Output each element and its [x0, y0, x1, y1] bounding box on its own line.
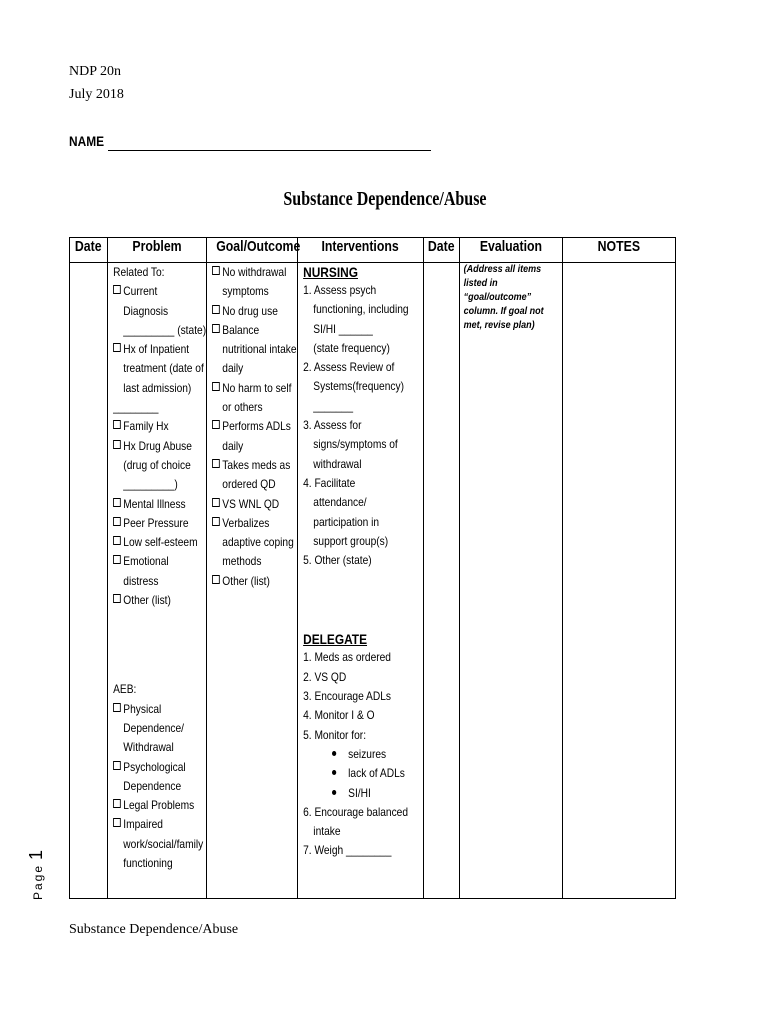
delegate-line: 4. Monitor I & O	[303, 708, 375, 723]
problem-line: Dependence/	[123, 720, 184, 735]
name-field-line[interactable]	[108, 150, 431, 151]
problem-line: work/social/family	[123, 836, 204, 851]
col-header-interventions: Interventions	[298, 238, 424, 263]
intervention-line: 3. Assess for	[303, 418, 362, 433]
bullet-icon	[332, 751, 336, 756]
delegate-line: 6. Encourage balanced	[303, 804, 409, 819]
table-body-row	[70, 263, 676, 899]
col-header-problem: Problem	[108, 238, 207, 263]
goal-option[interactable]: No harm to self	[212, 379, 283, 398]
checkbox-icon[interactable]	[113, 285, 121, 294]
intervention-line: 5. Other (state)	[303, 553, 372, 568]
checkbox-icon[interactable]	[113, 818, 121, 827]
intervention-line: participation in	[313, 514, 380, 529]
problem-line: treatment (date of	[123, 361, 204, 376]
checkbox-icon[interactable]	[113, 420, 121, 429]
problem-option[interactable]: Impaired	[113, 815, 191, 834]
nursing-heading: NURSING	[303, 264, 358, 280]
problem-option[interactable]: Hx Drug Abuse	[113, 437, 191, 456]
intervention-line: _______	[313, 398, 354, 413]
checkbox-icon[interactable]	[212, 517, 220, 526]
checkbox-icon[interactable]	[212, 575, 220, 584]
problem-line: Related To:	[113, 265, 165, 279]
problem-line: Diagnosis	[123, 303, 169, 318]
col-header-evaluation: Evaluation	[460, 238, 563, 263]
checkbox-icon[interactable]	[212, 324, 220, 333]
delegate-line: intake	[313, 824, 341, 839]
intervention-line: Systems(frequency)	[313, 379, 404, 394]
problem-line: functioning	[123, 856, 173, 871]
checkbox-icon[interactable]	[113, 555, 121, 564]
col-header-date-2: Date	[424, 238, 460, 263]
delegate-line: 7. Weigh ________	[303, 843, 392, 858]
problem-line: _________)	[123, 477, 178, 492]
col-header-date: Date	[70, 238, 108, 263]
notes-cell[interactable]	[563, 263, 676, 899]
intervention-line: support group(s)	[313, 533, 389, 548]
page-title: Substance Dependence/Abuse	[283, 188, 487, 210]
goal-option[interactable]: No drug use	[212, 302, 283, 321]
monitor-bullet: seizures	[303, 745, 404, 764]
col-header-notes: NOTES	[563, 238, 676, 263]
intervention-line: signs/symptoms of	[313, 437, 398, 452]
goal-option[interactable]: Other (list)	[212, 572, 283, 591]
delegate-line: 2. VS QD	[303, 669, 347, 684]
checkbox-icon[interactable]	[113, 498, 121, 507]
col-header-goal: Goal/Outcome	[207, 238, 298, 263]
checkbox-icon[interactable]	[113, 594, 121, 603]
goal-line: daily	[222, 438, 244, 453]
delegate-line: 5. Monitor for:	[303, 727, 367, 742]
problem-option[interactable]: Emotional	[113, 552, 191, 571]
checkbox-icon[interactable]	[113, 440, 121, 449]
goal-line: adaptive coping	[222, 535, 294, 550]
goal-line: or others	[222, 400, 263, 415]
intervention-line: withdrawal	[313, 456, 362, 471]
date-cell[interactable]	[70, 263, 108, 899]
goal-line: symptoms	[222, 284, 269, 299]
name-label: NAME	[69, 133, 105, 149]
problem-option[interactable]: Family Hx	[113, 417, 191, 436]
footer-text: Substance Dependence/Abuse	[69, 922, 239, 937]
intervention-line: 1. Assess psych	[303, 283, 377, 297]
checkbox-icon[interactable]	[113, 703, 121, 712]
interventions-cell	[298, 263, 424, 899]
goal-line: ordered QD	[222, 477, 276, 492]
goal-option[interactable]: Balance	[212, 321, 283, 340]
goal-option[interactable]: No withdrawal	[212, 263, 283, 282]
problem-option[interactable]: Low self-esteem	[113, 533, 191, 552]
problem-option[interactable]: Legal Problems	[113, 796, 191, 815]
checkbox-icon[interactable]	[113, 536, 121, 545]
care-plan-table	[69, 237, 676, 899]
intervention-line: 4. Facilitate	[303, 475, 356, 490]
checkbox-icon[interactable]	[113, 517, 121, 526]
evaluation-note: (Address all items listed in “goal/outcome” column. If goal not met, revise plan)	[463, 264, 544, 331]
intervention-line: 2. Assess Review of	[303, 360, 395, 375]
checkbox-icon[interactable]	[212, 459, 220, 468]
table-header-row	[70, 238, 676, 263]
date-cell-2[interactable]	[424, 263, 460, 899]
problem-option[interactable]: Hx of Inpatient	[113, 340, 191, 359]
problem-option[interactable]: Physical	[113, 700, 191, 719]
goal-option[interactable]: VS WNL QD	[212, 495, 283, 514]
checkbox-icon[interactable]	[212, 382, 220, 391]
checkbox-icon[interactable]	[113, 761, 121, 770]
aeb-label: AEB:	[113, 682, 137, 697]
goal-option[interactable]: Takes meds as	[212, 456, 283, 475]
intervention-line: (state frequency)	[313, 340, 390, 355]
problem-line: last admission)	[123, 380, 192, 395]
checkbox-icon[interactable]	[113, 799, 121, 808]
delegate-heading: DELEGATE	[303, 631, 368, 648]
page-number-label: Page1	[26, 849, 46, 900]
problem-line: Dependence	[123, 778, 182, 793]
problem-option[interactable]: Psychological	[113, 758, 191, 777]
goal-line: nutritional intake	[222, 342, 297, 357]
problem-line: ________	[113, 400, 159, 415]
intervention-line: attendance/	[313, 495, 367, 510]
delegate-line: 1. Meds as ordered	[303, 650, 391, 665]
problem-option[interactable]: Current	[113, 282, 191, 301]
checkbox-icon[interactable]	[212, 305, 220, 314]
form-date: July 2018	[69, 87, 124, 102]
bullet-icon	[332, 790, 336, 795]
problem-line: (drug of choice	[123, 457, 191, 472]
goal-line: daily	[222, 361, 244, 376]
problem-option[interactable]: Mental Illness	[113, 495, 191, 514]
delegate-line: 3. Encourage ADLs	[303, 689, 391, 704]
problem-cell	[108, 263, 207, 899]
intervention-line: functioning, including	[313, 302, 409, 317]
checkbox-icon[interactable]	[212, 420, 220, 429]
problem-option[interactable]: Peer Pressure	[113, 514, 191, 533]
bullet-icon	[332, 770, 336, 775]
problem-line: _________ (state)	[123, 322, 207, 337]
goal-option[interactable]: Performs ADLs	[212, 417, 283, 436]
goal-line: methods	[222, 554, 262, 569]
problem-line: distress	[123, 573, 159, 588]
monitor-bullet: lack of ADLs	[303, 764, 404, 783]
goal-option[interactable]: Verbalizes	[212, 514, 283, 533]
problem-option[interactable]: Other (list)	[113, 591, 191, 610]
intervention-line: SI/HI ______	[313, 321, 373, 336]
monitor-bullet: SI/HI	[303, 784, 404, 803]
checkbox-icon[interactable]	[212, 266, 220, 275]
checkbox-icon[interactable]	[113, 343, 121, 352]
evaluation-cell[interactable]	[460, 263, 563, 899]
checkbox-icon[interactable]	[212, 498, 220, 507]
form-code: NDP 20n	[69, 64, 121, 79]
goal-cell	[207, 263, 298, 899]
problem-line: Withdrawal	[123, 740, 174, 755]
